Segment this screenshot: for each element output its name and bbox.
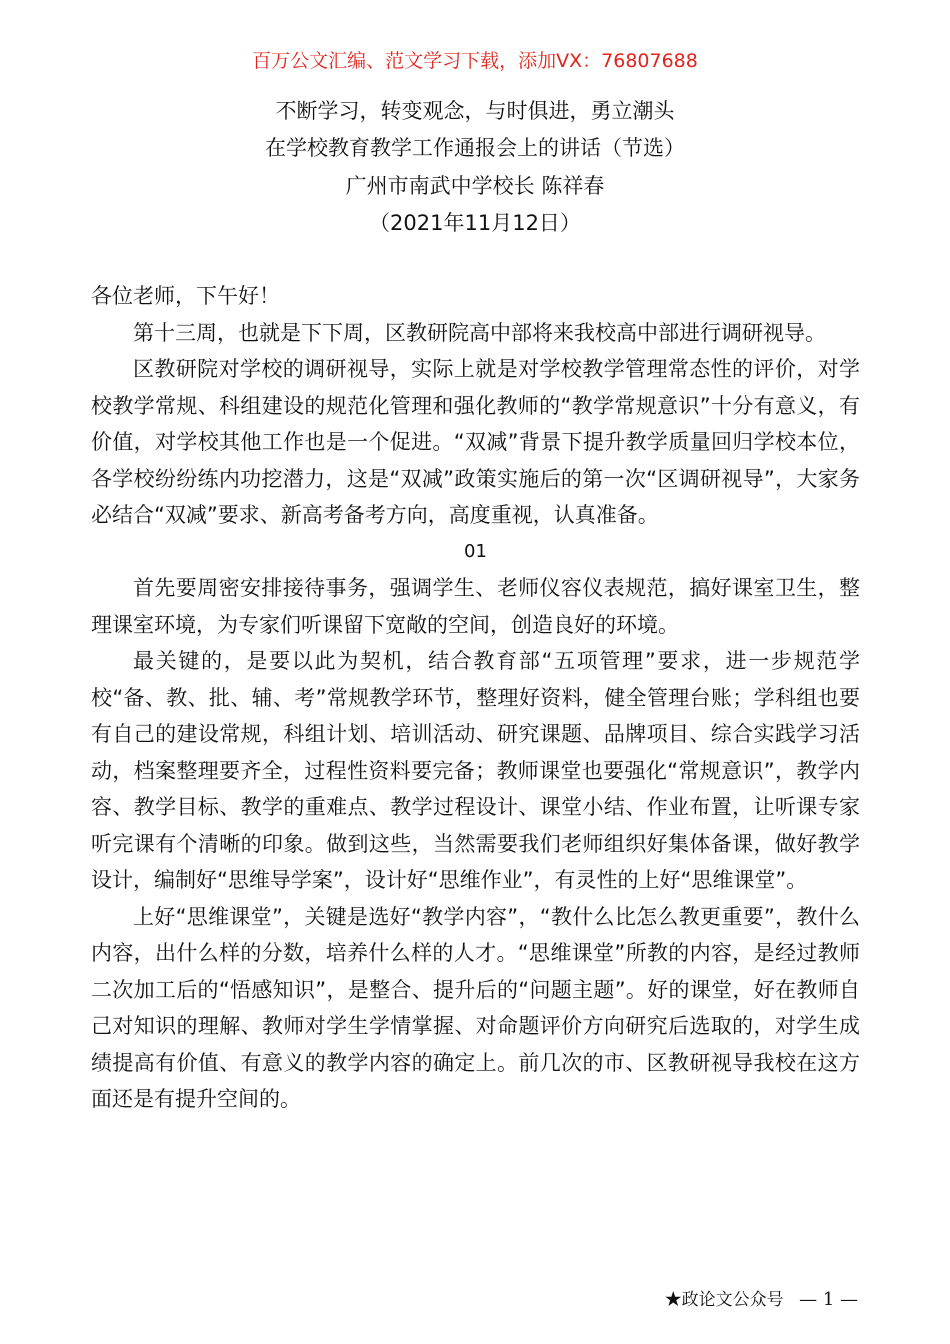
page-number: — 1 — [799,1289,858,1310]
speech-date: （2021年11月12日） [369,211,581,235]
paragraph-2: 区教研院对学校的调研视导，实际上就是对学校教学管理常态性的评价，对学校教学常规、科组建设的规范化管理和强化教师的“教学常规意识”十分有意义，有价值，对学校其他工作也是一个促进。“双减”背景下提升教学质量回归学校本位，各学校纷纷练内功挖潜力，这是“双减”政策实施后的第一次“区调研视导”，大家务必结合“双减”要求、新高考备考方向，高度重视，认真准备。 [91,357,860,527]
speaker-line: 广州市南武中学校长 陈祥春 [345,174,605,198]
speech-subtitle: 在学校教育教学工作通报会上的讲话（节选） [265,136,685,160]
paragraph-1: 第十三周，也就是下下周，区教研院高中部将来我校高中部进行调研视导。 [133,320,826,345]
page-footer [665,1285,858,1310]
speech-title: 不断学习，转变观念，与时俱进，勇立潮头 [275,99,675,123]
promo-banner: 百万公文汇编、范文学习下载，添加VX：76807688 [252,50,698,72]
paragraph-3: 首先要周密安排接待事务，强调学生、老师仪容仪表规范，搞好课室卫生，整理课室环境，为专家们听课留下宽敞的空间，创造良好的环境。 [91,576,860,637]
paragraph-4: 最关键的，是要以此为契机，结合教育部“五项管理”要求，进一步规范学校“备、教、批、辅、考”常规教学环节，整理好资料，健全管理台账；学科组也要有自己的建设常规，科组计划、培训活动、研究课题、品牌项目、综合实践学习活动，档案整理要齐全，过程性资料要完备；教师课堂也要强化“常规意识”，教学内容、教学目标、教学的重难点、教学过程设计、课堂小结、作业布置，让听课专家听完课有个清晰的印象。做到这些，当然需要我们老师组织好集体备课，做好教学设计，编制好“思维导学案”，设计好“思维作业”，有灵性的上好“思维课堂”。 [91,649,860,892]
footer-label: ★政论文公众号 [664,1290,784,1310]
paragraph-5: 上好“思维课堂”，关键是选好“教学内容”，“教什么比怎么教更重要”，教什么内容，出什么样的分数，培养什么样的人才。“思维课堂”所教的内容，是经过教师二次加工后的“悟感知识”，是整合、提升后的“问题主题”。好的课堂，好在教师自己对知识的理解、教师对学生学情掌握、对命题评价方向研究后选取的，对学生成绩提高有价值、有意义的教学内容的确定上。前几次的市、区教研视导我校在这方面还是有提升空间的。 [91,904,860,1111]
speech-body [91,278,860,1118]
greeting: 各位老师，下午好！ [91,284,280,308]
section-number: 01 [464,540,487,562]
